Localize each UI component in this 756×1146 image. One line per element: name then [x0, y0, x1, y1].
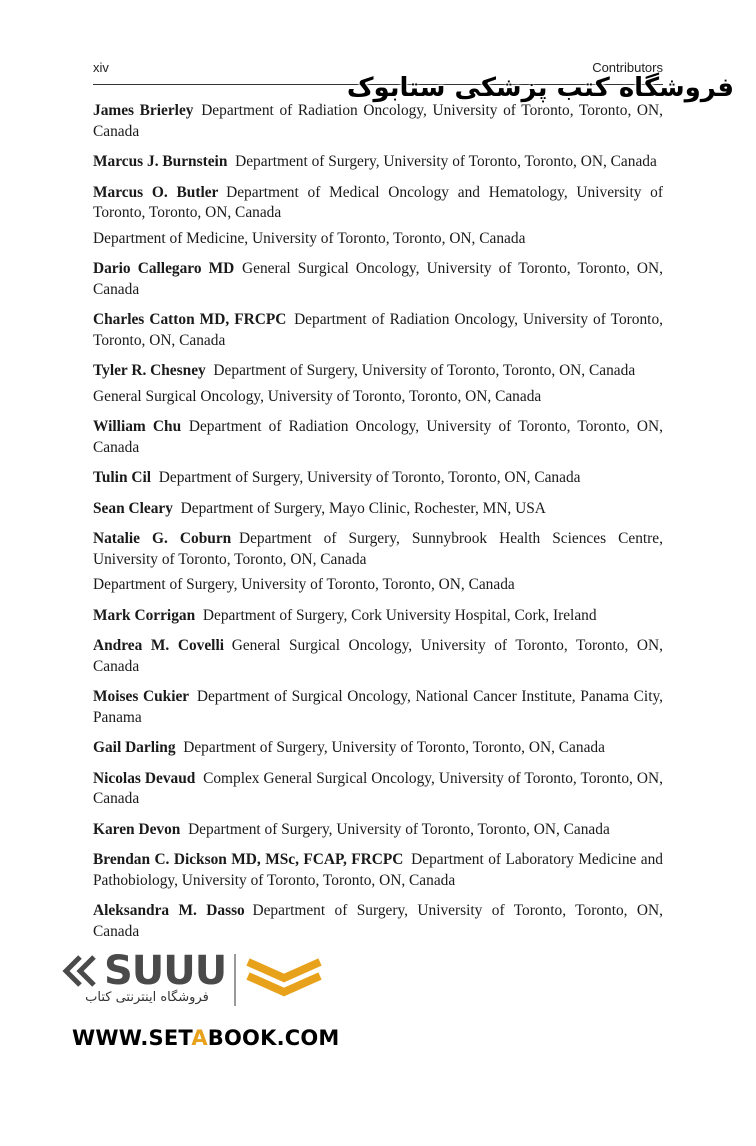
- contributor-name: Nicolas Devaud: [93, 769, 196, 787]
- affiliation-text: Department of Medical Oncology and Hematology, University of Toronto, Toronto, ON, Canada: [93, 183, 663, 221]
- affiliation-text: Department of Surgery, University of Toronto, Toronto, ON, Canada: [235, 153, 657, 170]
- contributor-name: Mark Corrigan: [93, 606, 196, 624]
- contributor-name: Gail Darling: [93, 739, 176, 756]
- contributor-name: Andrea M. Covelli: [93, 637, 224, 654]
- affiliation-text: Department of Surgery, Sunnybrook Health Sciences Centre, University of Toronto, Toronto, ON, Canada: [93, 530, 663, 568]
- contributor-name: James Brierley: [93, 102, 194, 119]
- contributor-name: Charles Catton MD, FRCPC: [93, 311, 287, 328]
- affiliation-text: Department of Surgery, University of Toronto, Toronto, ON, Canada: [213, 362, 636, 379]
- contributor-entry: [93, 606, 663, 627]
- contributor-name: Brendan C. Dickson MD, MSc, FCAP, FRCPC: [93, 851, 404, 868]
- setabook-logo: [62, 948, 340, 1058]
- contributor-entry: [93, 636, 663, 677]
- contributor-name: Aleksandra M. Dasso: [93, 902, 245, 919]
- contributor-entry: [93, 259, 663, 300]
- contributor-name: Marcus O. Butler: [93, 183, 219, 201]
- contributor-entry: [93, 850, 663, 891]
- contributor-name: Tyler R. Chesney: [93, 362, 206, 379]
- affiliation-text: Department of Surgical Oncology, National Cancer Institute, Panama City, Panama: [93, 688, 664, 726]
- contributor-name: Natalie G. Coburn: [93, 530, 232, 547]
- affiliation-text: Department of Surgery, University of Toronto, Toronto, ON, Canada: [183, 739, 605, 756]
- contributor-entry: [93, 687, 663, 728]
- contributor-entry: [93, 769, 663, 810]
- affiliation-text: Department of Surgery, University of Toronto, Toronto, ON, Canada: [158, 469, 581, 486]
- contributor-name: Moises Cukier: [93, 688, 190, 705]
- logo-tagline: فروشگاه اینترنتی کتاب: [85, 990, 209, 1005]
- contributor-entry: [93, 183, 663, 224]
- affiliation-text: Department of Laboratory Medicine and Pathobiology, University of Toronto, Toronto, ON, Canada: [93, 851, 663, 889]
- logo-brand-text: SUUU: [104, 948, 227, 994]
- affiliation-text: Department of Surgery, Mayo Clinic, Rochester, MN, USA: [180, 499, 546, 517]
- affiliation-text: General Surgical Oncology, University of Toronto, Toronto, ON, Canada: [93, 387, 542, 405]
- contributor-name: Karen Devon: [93, 820, 181, 838]
- contributor-entry: [93, 468, 663, 489]
- affiliation-text: Department of Surgery, University of Toronto, Toronto, ON, Canada: [93, 902, 663, 940]
- contributors-list: [93, 101, 663, 942]
- logo-divider: [234, 954, 236, 1006]
- affiliation-text: Department of Surgery, University of Toronto, Toronto, ON, Canada: [93, 576, 515, 593]
- contributor-affiliation: [93, 575, 663, 596]
- contributor-entry: [93, 529, 663, 570]
- affiliation-text: Department of Surgery, University of Toronto, Toronto, ON, Canada: [188, 820, 610, 838]
- contributor-name: Tulin Cil: [93, 469, 152, 486]
- affiliation-text: Department of Radiation Oncology, University of Toronto, Toronto, ON, Canada: [93, 311, 663, 349]
- contributor-entry: [93, 361, 663, 382]
- contributor-name: Marcus J. Burnstein: [93, 153, 228, 170]
- contributor-entry: [93, 738, 663, 759]
- section-title: Contributors: [592, 60, 663, 75]
- affiliation-text: Department of Radiation Oncology, University of Toronto, Toronto, ON, Canada: [93, 102, 663, 140]
- logo-url: WWW.SETABOOK.COM: [72, 1026, 340, 1050]
- contributor-entry: [93, 499, 663, 520]
- contributor-name: William Chu: [93, 418, 182, 435]
- affiliation-text: General Surgical Oncology, University of Toronto, Toronto, ON, Canada: [93, 637, 663, 675]
- contributor-entry: [93, 417, 663, 458]
- contributor-entry: [93, 101, 663, 142]
- book-stack-icon: [244, 956, 324, 1004]
- affiliation-text: Complex General Surgical Oncology, University of Toronto, Toronto, ON, Canada: [93, 769, 663, 807]
- contributor-affiliation: [93, 387, 663, 408]
- contributor-affiliation: [93, 229, 663, 250]
- contributor-entry: [93, 901, 663, 942]
- contributor-entry: [93, 310, 663, 351]
- contributor-entry: [93, 152, 663, 173]
- affiliation-text: Department of Radiation Oncology, University of Toronto, Toronto, ON, Canada: [93, 418, 663, 456]
- double-chevron-icon: [62, 954, 102, 988]
- contributor-name: Sean Cleary: [93, 499, 173, 517]
- contributor-entry: [93, 820, 663, 841]
- affiliation-text: General Surgical Oncology, University of Toronto, Toronto, ON, Canada: [93, 260, 663, 298]
- watermark-store-name: فروشگاه کتب پزشکی ستابوک: [346, 73, 734, 103]
- page-number: xiv: [93, 60, 109, 75]
- affiliation-text: Department of Medicine, University of Toronto, Toronto, ON, Canada: [93, 229, 526, 247]
- affiliation-text: Department of Surgery, Cork University Hospital, Cork, Ireland: [202, 606, 597, 624]
- contributor-name: Dario Callegaro MD: [93, 260, 235, 277]
